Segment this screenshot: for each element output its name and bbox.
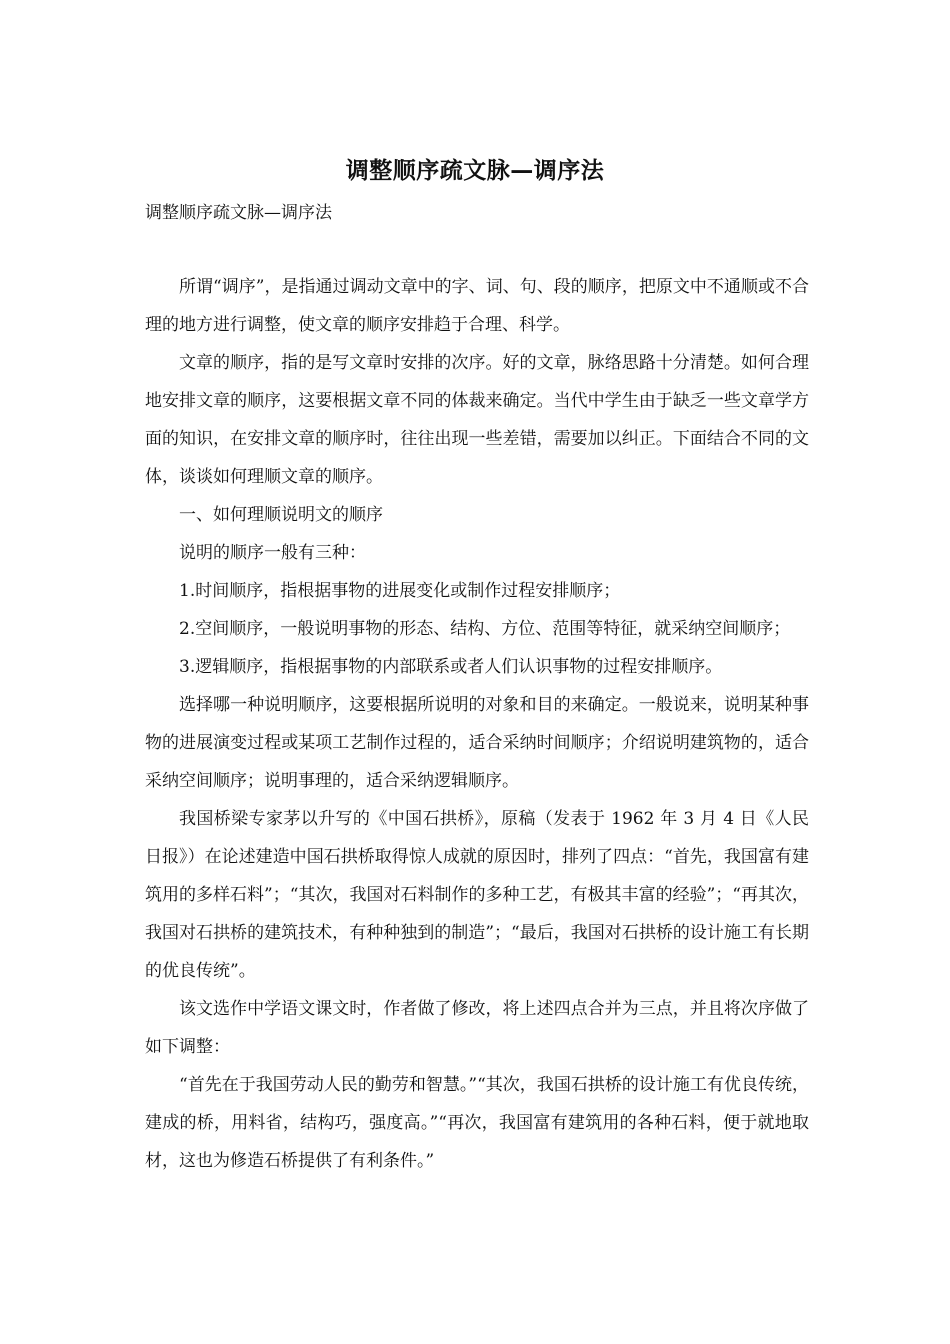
paragraph-definition: 所谓“调序”，是指通过调动文章中的字、词、句、段的顺序，把原文中不通顺或不合理的地方进行调整，使文章的顺序安排趋于合理、科学。 (145, 277, 809, 335)
paragraph-stone-bridge-original: 我国桥梁专家茅以升写的《中国石拱桥》，原稿（发表于 1962 年 3 月 4 日《人民日报》）在论述建造中国石拱桥取得惊人成就的原因时，排列了四点：“首先，我国富有建筑用的多样石料”；“其次，我国对石料制作的多种工艺，有极其丰富的经验”；“再其次，我国对石拱桥的建筑技术，有种种独到的制造”；“最后，我国对石拱桥的设计施工有长期的优良传统”。 (145, 809, 809, 981)
list-item-logic-order: 3.逻辑顺序，指根据事物的内部联系或者人们认识事物的过程安排顺序。 (179, 657, 723, 677)
document-subtitle: 调整顺序疏文脉—调序法 (145, 203, 332, 223)
paragraph-order-intro: 文章的顺序，指的是写文章时安排的次序。好的文章，脉络思路十分清楚。如何合理地安排文章的顺序，这要根据文章不同的体裁来确定。当代中学生由于缺乏一些文章学方面的知识，在安排文章的顺序时，往往出现一些差错，需要加以纠正。下面结合不同的文体，谈谈如何理顺文章的顺序。 (145, 353, 809, 487)
document-body (145, 268, 809, 1180)
paragraph-three-kinds: 说明的顺序一般有三种： (179, 543, 366, 563)
list-item-time-order: 1.时间顺序，指根据事物的进展变化或制作过程安排顺序； (179, 581, 621, 601)
paragraph-revision-note: 该文选作中学语文课文时，作者做了修改，将上述四点合并为三点，并且将次序做了如下调整： (145, 999, 809, 1057)
paragraph-choose-order: 选择哪一种说明顺序，这要根据所说明的对象和目的来确定。一般说来，说明某种事物的进展演变过程或某项工艺制作过程的，适合采纳时间顺序；介绍说明建筑物的，适合采纳空间顺序；说明事理的，适合采纳逻辑顺序。 (145, 695, 809, 791)
document-title: 调整顺序疏文脉—调序法 (345, 158, 605, 184)
paragraph-stone-bridge-revised: “首先在于我国劳动人民的勤劳和智慧。”“其次，我国石拱桥的设计施工有优良传统，建成的桥，用料省，结构巧，强度高。”“再次，我国富有建筑用的各种石料，便于就地取材，这也为修造石桥提供了有利条件。” (145, 1075, 809, 1171)
list-item-space-order: 2.空间顺序，一般说明事物的形态、结构、方位、范围等特征，就采纳空间顺序； (179, 619, 791, 639)
section-heading-expository: 一、如何理顺说明文的顺序 (179, 505, 383, 525)
